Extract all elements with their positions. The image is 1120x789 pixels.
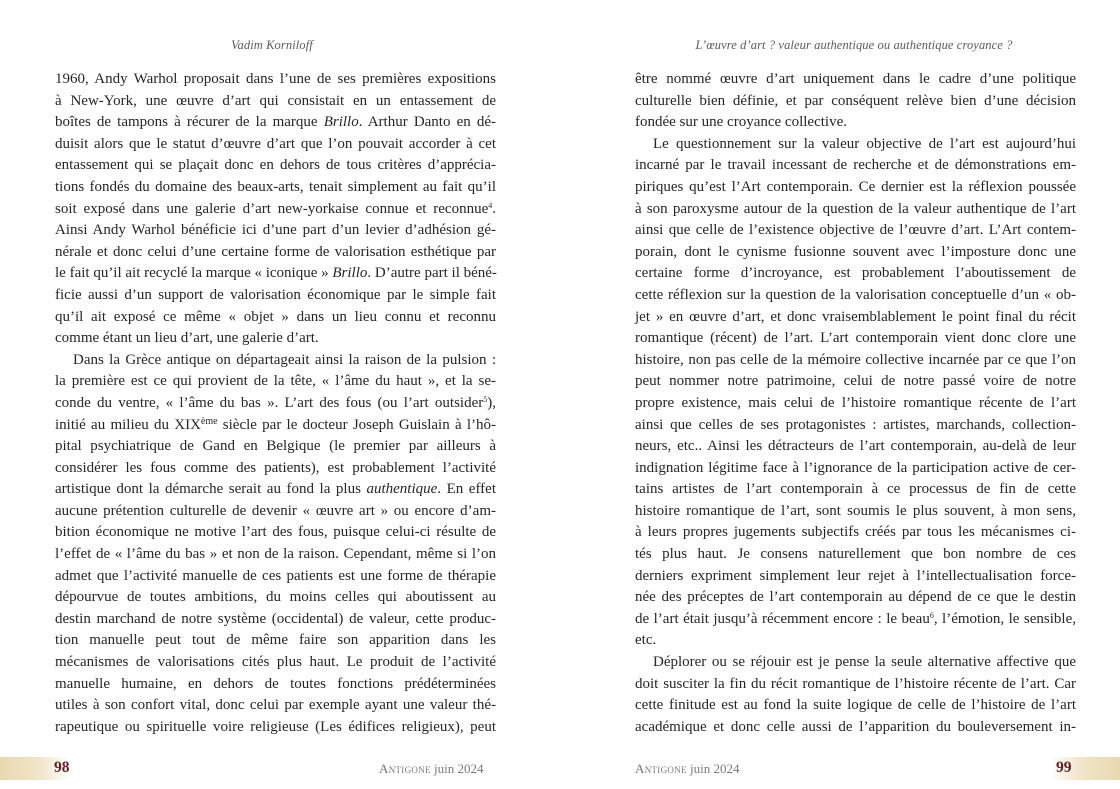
text-line: etc. — [635, 632, 657, 649]
footnote-ref[interactable]: 6 — [929, 610, 934, 620]
text-line: ficie aussi d’un support de valorisation économique par le simple fait — [55, 286, 496, 303]
text-line: Ainsi Andy Warhol bénéficie ici d’une part d’un levier d’adhésion gé- — [55, 222, 496, 239]
text-line: à New-York, une œuvre d’art qui consistait en un entassement de — [55, 92, 496, 109]
text-line: Dans la Grèce antique on départageait ainsi la raison de la pulsion : — [73, 351, 496, 368]
body-text — [55, 69, 496, 738]
text-segment: . — [492, 200, 496, 217]
text-line: indignation légitime face à l’ignorance de la participation active de cer- — [635, 459, 1076, 476]
text-line: considérer les fous comme des patients), est probablement l’activité — [55, 459, 496, 476]
text-line: nérale et donc celui d’une certaine forme de valorisation esthétique par — [55, 243, 496, 260]
text-line: histoire, non pas celle de la mémoire collective incarnée par ce que l’on — [635, 351, 1076, 368]
text-line: à leurs propres jugements subjectifs créés par tous les mécanismes ci- — [635, 524, 1076, 541]
journal-footer — [635, 761, 740, 777]
text-line — [55, 415, 496, 437]
text-line: Le questionnement sur la valeur objective de l’art est aujourd’hui — [653, 135, 1076, 152]
italic-term: Brillo — [332, 265, 368, 282]
journal-issue: juin 2024 — [690, 761, 740, 776]
text-line: comme étant un lieu d’art, une galerie d’art. — [55, 330, 319, 347]
text-segment: . Arthur Danto en dé- — [358, 114, 496, 131]
journal-footer — [379, 761, 484, 777]
text-line: qu’il ait exposé ce même « objet » dans un lieu connu et reconnu — [55, 308, 496, 325]
text-line: dépourvue de toutes ambitions, du moins celles qui aboutissent au — [55, 589, 496, 606]
text-line — [55, 263, 496, 285]
page-number: 98 — [54, 759, 70, 776]
text-line: tains artistes de l’art contemporain à ce processus de fin de cette — [635, 481, 1076, 498]
text-line: neurs, etc.. Ainsi les détracteurs de l’art contemporain, au-delà de leur — [635, 438, 1076, 455]
text-line: tions fondés du domaine des beaux-arts, tenait simplement au fait qu’il — [55, 178, 496, 195]
text-line: née des préceptes de l’art contemporain au dépend de ce que le destin — [635, 589, 1076, 606]
text-line: ainsi que celle de l’existence objective de l’œuvre d’art. L’Art contem- — [635, 222, 1076, 239]
text-line: incarné par le travail incessant de recherche et de démonstrations em- — [635, 157, 1076, 174]
text-line: piriques qu’est l’Art contemporain. Ce dernier est la réflexion poussée — [635, 178, 1076, 195]
text-line: 1960, Andy Warhol proposait dans l’une de ses premières expositions — [55, 71, 496, 87]
text-line: cette finitude est au fond la suite logique de celle de l’histoire de l’art — [635, 697, 1076, 714]
text-line: utiles à son confort vital, donc celui par exemple ayant une valeur thé- — [55, 697, 496, 714]
text-line: ainsi que celles de ses protagonistes : artistes, marchands, collection- — [635, 416, 1076, 433]
text-line: admet que l’activité manuelle de ces patients est une forme de thérapie — [55, 567, 496, 584]
text-segment: le fait qu’il ait recyclé la marque « iconique » — [55, 265, 333, 282]
text-line: propre existence, mais celui de l’histoire romantique récente de l’art — [635, 394, 1076, 411]
text-segment: initié au milieu du XIX — [55, 416, 201, 433]
text-line — [55, 393, 496, 415]
text-segment: . En effet — [437, 481, 496, 498]
text-line — [55, 112, 496, 134]
text-line: mécanismes de valorisations cités plus haut. Le produit de l’activité — [55, 654, 496, 671]
right-page — [560, 0, 1120, 789]
text-segment: , l’émotion, le sensible, — [933, 610, 1076, 627]
text-line: à son paroxysme autour de la question de la valeur authentique de l’art — [635, 200, 1076, 217]
text-line: fondée sur une croyance collective. — [635, 114, 847, 131]
text-line — [55, 479, 496, 501]
text-segment: siècle par le docteur Joseph Guislain à l’hô- — [217, 416, 496, 433]
text-line: tion manuelle peut tout de même faire son apparition dans les — [55, 632, 496, 649]
text-line: cette réflexion sur la question de la valorisation conceptuelle d’un « ob- — [635, 286, 1076, 303]
text-line: pital psychiatrique de Gand en Belgique (le premier par ailleurs à — [55, 438, 496, 455]
ordinal-suffix: ème — [200, 415, 218, 427]
text-line: histoire romantique de l’art, sont soumis le plus souvent, à mon sens, — [635, 502, 1076, 519]
running-head-title: L’œuvre d’art ? valeur authentique ou authentique croyance ? — [695, 38, 1013, 52]
text-line: peut nommer notre patrimoine, celui de notre passé voire de notre — [635, 373, 1076, 390]
text-segment: boîtes de tampons à récurer de la marque — [55, 114, 324, 131]
body-text — [635, 69, 1076, 738]
text-line: tés plus haut. Je consens naturellement que bon nombre de ces — [635, 546, 1076, 563]
text-line: la première est ce qui provient de la tête, « l’âme du haut », et la se- — [55, 373, 496, 390]
text-line: bition économique ne motive l’art des fous, puisque celui-ci résulte de — [55, 524, 496, 541]
text-line: doit susciter la fin du récit romantique de l’histoire récente de l’art. Car — [635, 675, 1076, 692]
text-line: duisit alors que le statut d’œuvre d’art que l’on pouvait accorder à cet — [55, 135, 496, 152]
text-line: manuelle humaine, en dehors de toutes fonctions prédéterminées — [55, 675, 496, 692]
page-number: 99 — [1056, 759, 1072, 776]
text-segment: conde du ventre, « l’âme du bas ». L’art des fous (ou l’art outsider — [55, 394, 484, 411]
text-line: Déplorer ou se réjouir est je pense la seule alternative affective que — [653, 654, 1076, 671]
text-line: certaine forme d’incroyance, est probablement l’aboutissement de — [635, 265, 1076, 282]
italic-term: Brillo — [323, 114, 359, 131]
journal-name: Antigone — [379, 761, 431, 776]
text-segment: de l’art était jusqu’à récemment encore : le beau — [635, 610, 930, 627]
text-line: jet » en œuvre d’art, et donc vraisemblablement le point final du récit — [635, 308, 1076, 325]
text-line: derniers expriment simplement leur rejet à l’intellectualisation force- — [635, 567, 1076, 584]
text-segment: ), — [487, 394, 496, 411]
text-segment: . D’autre part il béné- — [367, 265, 497, 282]
running-head-author: Vadim Korniloff — [231, 38, 313, 52]
journal-name: Antigone — [635, 761, 687, 776]
footnote-ref[interactable]: 5 — [483, 394, 488, 404]
text-line: destin marchand de notre système (occidental) de valeur, cette produc- — [55, 610, 496, 627]
text-line: entassement qui se plaçait donc en dehors de tous critères d’apprécia- — [55, 157, 496, 174]
text-line: aucune prétention culturelle de devenir « œuvre art » ou encore d’am- — [55, 502, 496, 519]
text-line — [635, 609, 1076, 631]
text-segment: artistique dont la démarche serait au fond la plus — [55, 481, 367, 498]
text-line: être nommé œuvre d’art uniquement dans le cadre d’une politique — [635, 71, 1076, 87]
italic-term: authentique — [366, 481, 438, 498]
text-line — [55, 199, 496, 221]
text-segment: soit exposé dans une galerie d’art new-yorkaise connue et reconnue — [55, 200, 489, 217]
journal-issue: juin 2024 — [434, 761, 484, 776]
footnote-ref[interactable]: 4 — [488, 200, 493, 210]
text-line: académique et donc celle aussi de l’apparition du bouleversement in- — [635, 718, 1076, 735]
text-line: l’effet de « l’âme du bas » et non de la raison. Cependant, même si l’on — [55, 546, 496, 563]
text-line: porain, dont le cynisme fusionne souvent avec l’imposture donc une — [635, 243, 1076, 260]
text-line: romantique (récent) de l’art. L’art contemporain vient donc clore une — [635, 330, 1076, 347]
text-line: rapeutique ou spirituelle voire religieuse (Les édifices religieux), peut — [55, 718, 496, 735]
text-line: culturelle bien définie, et par conséquent relève bien d’une décision — [635, 92, 1076, 109]
